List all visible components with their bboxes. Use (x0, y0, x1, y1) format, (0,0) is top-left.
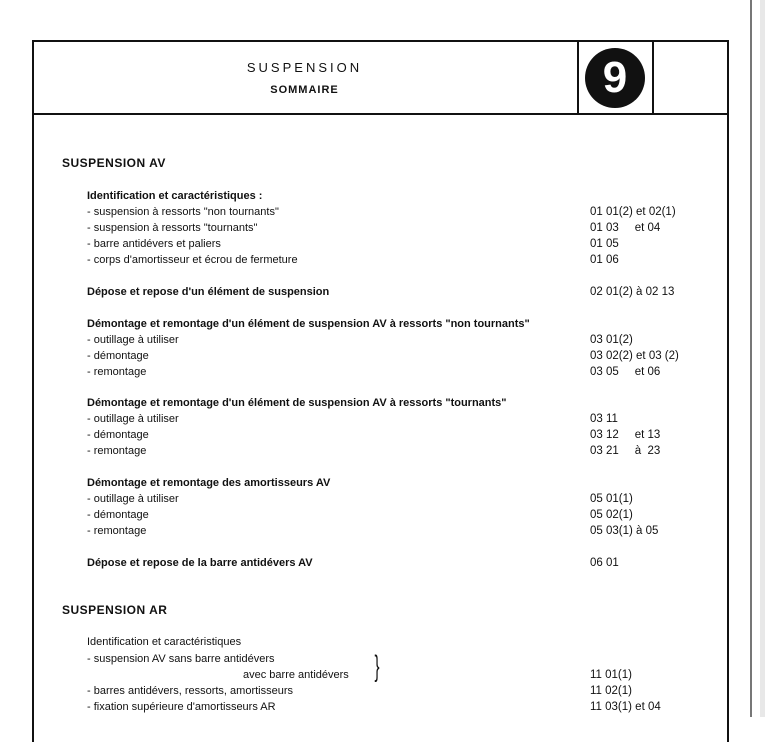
page-reference: 06 01 (590, 557, 619, 569)
scan-margin (760, 0, 765, 717)
header-divider (32, 113, 727, 115)
page-reference: 03 12 et 13 (590, 429, 661, 441)
document-subtitle: SOMMAIRE (270, 84, 339, 96)
page-reference: 01 06 (590, 254, 619, 266)
page-edge (750, 0, 752, 717)
list-item: - fixation supérieure d'amortisseurs AR (87, 701, 276, 713)
header-divider-right (652, 40, 654, 115)
page-reference: 05 01(1) (590, 493, 633, 505)
list-item: - démontage (87, 350, 149, 362)
topic-heading: Démontage et remontage d'un élément de suspension AV à ressorts "non tournants" (87, 318, 530, 330)
list-item: - suspension à ressorts "non tournants" (87, 206, 279, 218)
list-item: - barre antidévers et paliers (87, 238, 221, 250)
page-reference: 01 03 et 04 (590, 222, 661, 234)
page-reference: 02 01(2) à 02 13 (590, 286, 675, 298)
topic-heading: Identification et caractéristiques : (87, 190, 263, 202)
list-item: Identification et caractéristiques (87, 636, 242, 648)
topic-heading: Démontage et remontage des amortisseurs AV (87, 477, 331, 489)
page-reference: 01 05 (590, 238, 619, 250)
list-item: - barres antidévers, ressorts, amortisseurs (87, 685, 294, 697)
list-item: - démontage (87, 429, 149, 441)
list-item: - outillage à utiliser (87, 413, 179, 425)
list-item: - suspension à ressorts "tournants" (87, 222, 258, 234)
page-reference: 03 11 (590, 413, 618, 425)
list-item: avec barre antidévers (243, 669, 349, 681)
list-item: - remontage (87, 366, 147, 378)
list-item: - remontage (87, 525, 147, 537)
page-reference: 03 21 à 23 (590, 445, 661, 457)
section-heading: SUSPENSION AV (62, 156, 166, 170)
section-heading: SUSPENSION AR (62, 603, 168, 617)
page-reference: 11 03(1) et 04 (590, 701, 661, 713)
topic-heading: Dépose et repose d'un élément de suspension (87, 286, 330, 298)
brace-symbol: } (374, 650, 380, 683)
topic-heading: Démontage et remontage d'un élément de suspension AV à ressorts "tournants" (87, 397, 507, 409)
page-reference: 05 03(1) à 05 (590, 525, 659, 537)
topic-heading: Dépose et repose de la barre antidévers AV (87, 557, 313, 569)
chapter-number-badge: 9 (585, 48, 645, 108)
page-reference: 01 01(2) et 02(1) (590, 206, 676, 218)
list-item: - outillage à utiliser (87, 493, 179, 505)
page-reference: 03 01(2) (590, 334, 633, 346)
list-item: - corps d'amortisseur et écrou de fermeture (87, 254, 298, 266)
list-item: - remontage (87, 445, 147, 457)
page-reference: 05 02(1) (590, 509, 633, 521)
page-reference: 11 01(1) (590, 669, 632, 681)
list-item: - suspension AV sans barre antidévers (87, 653, 275, 665)
list-item: - outillage à utiliser (87, 334, 179, 346)
document-title: SUSPENSION (246, 60, 363, 75)
page-reference: 03 02(2) et 03 (2) (590, 350, 679, 362)
list-item: - démontage (87, 509, 149, 521)
page-reference: 03 05 et 06 (590, 366, 661, 378)
page-reference: 11 02(1) (590, 685, 632, 697)
header-divider-left (577, 40, 579, 115)
